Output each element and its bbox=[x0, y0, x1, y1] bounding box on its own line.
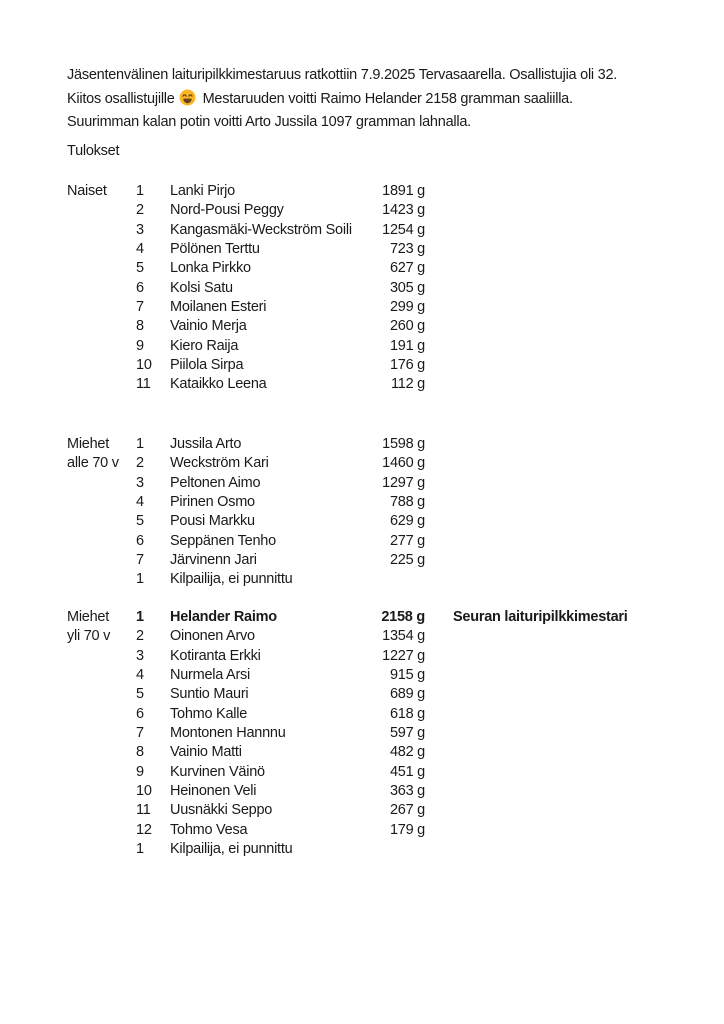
rank-cell: 2 bbox=[136, 628, 144, 645]
rank-cell: 4 bbox=[136, 241, 144, 258]
result-row bbox=[0, 551, 724, 570]
result-row bbox=[0, 356, 724, 375]
weight-cell: 915 g bbox=[389, 667, 425, 684]
intro-line-1: Jäsentenvälinen laituripilkkimestaruus ratkottiin 7.9.2025 Tervasaarella. Osallistujia oli 32. bbox=[67, 67, 618, 83]
weight-cell: 299 g bbox=[389, 299, 425, 316]
weight-cell: 1297 g bbox=[382, 474, 425, 491]
result-row bbox=[0, 705, 724, 724]
weight-cell: 179 g bbox=[389, 821, 425, 838]
name-cell: Moilanen Esteri bbox=[170, 299, 267, 316]
rank-cell: 12 bbox=[136, 821, 152, 838]
name-cell: Jussila Arto bbox=[170, 436, 242, 452]
name-cell: Järvinenn Jari bbox=[170, 552, 257, 569]
rank-cell: 3 bbox=[136, 221, 144, 238]
result-row bbox=[0, 627, 724, 646]
result-row bbox=[0, 298, 724, 317]
weight-cell: 597 g bbox=[389, 725, 425, 742]
weight-cell: 305 g bbox=[389, 279, 425, 296]
weight-cell: 363 g bbox=[389, 783, 425, 800]
rank-cell: 5 bbox=[136, 260, 144, 277]
section-rows bbox=[0, 608, 724, 859]
result-row bbox=[0, 647, 724, 666]
result-row bbox=[0, 608, 724, 627]
name-cell: Pousi Markku bbox=[170, 513, 255, 530]
result-row bbox=[0, 840, 724, 859]
rank-cell: 6 bbox=[136, 532, 144, 549]
rank-cell: 3 bbox=[136, 647, 144, 664]
name-cell: Piilola Sirpa bbox=[170, 357, 244, 374]
rank-cell: 1 bbox=[136, 183, 144, 199]
weight-cell: 2158 g bbox=[381, 609, 425, 625]
rank-cell: 7 bbox=[136, 725, 144, 742]
weight-cell: 260 g bbox=[389, 318, 425, 335]
result-row bbox=[0, 743, 724, 762]
intro-line-2 bbox=[67, 88, 617, 112]
name-cell: Kilpailija, ei punnittu bbox=[170, 571, 293, 588]
weight-cell: 112 g bbox=[391, 376, 425, 393]
name-cell: Kotiranta Erkki bbox=[170, 647, 261, 664]
name-cell: Tohmo Kalle bbox=[170, 705, 248, 722]
section-rows bbox=[0, 182, 724, 395]
result-row bbox=[0, 570, 724, 589]
section-rows bbox=[0, 435, 724, 590]
rank-cell: 2 bbox=[136, 202, 144, 219]
rank-cell: 3 bbox=[136, 474, 144, 491]
result-row bbox=[0, 240, 724, 259]
name-cell: Tohmo Vesa bbox=[170, 821, 248, 838]
result-row bbox=[0, 454, 724, 473]
name-cell: Peltonen Aimo bbox=[170, 474, 261, 491]
section-label-line: alle 70 v bbox=[67, 455, 119, 472]
weight-cell: 788 g bbox=[389, 494, 425, 511]
name-cell: Suntio Mauri bbox=[170, 686, 249, 703]
result-row bbox=[0, 317, 724, 336]
weight-cell: 627 g bbox=[389, 260, 425, 277]
weight-cell: 176 g bbox=[389, 357, 425, 374]
name-cell: Oinonen Arvo bbox=[170, 628, 255, 645]
smiling-face-emoji bbox=[179, 89, 196, 106]
rank-cell: 11 bbox=[136, 802, 151, 819]
result-row bbox=[0, 474, 724, 493]
rank-cell: 10 bbox=[136, 357, 152, 374]
result-row bbox=[0, 782, 724, 801]
name-cell: Nord-Pousi Peggy bbox=[170, 202, 284, 219]
name-cell: Seppänen Tenho bbox=[170, 532, 276, 549]
weight-cell: 723 g bbox=[389, 241, 425, 258]
weight-cell: 1227 g bbox=[382, 647, 425, 664]
result-row bbox=[0, 685, 724, 704]
name-cell: Pölönen Terttu bbox=[170, 241, 260, 258]
name-cell: Vainio Merja bbox=[170, 318, 247, 335]
rank-cell: 4 bbox=[136, 494, 144, 511]
name-cell: Vainio Matti bbox=[170, 744, 242, 761]
result-row bbox=[0, 182, 724, 201]
intro-line-2-text-before: Kiitos osallistujille bbox=[67, 90, 175, 107]
name-cell: Kiero Raija bbox=[170, 337, 239, 354]
section-label-line: yli 70 v bbox=[67, 628, 111, 645]
name-cell: Uusnäkki Seppo bbox=[170, 802, 273, 819]
result-row bbox=[0, 279, 724, 298]
intro-line-2-text-after: Mestaruuden voitti Raimo Helander 2158 gramman saaliilla. bbox=[202, 90, 573, 107]
weight-cell: 1423 g bbox=[382, 202, 425, 219]
weight-cell: 482 g bbox=[389, 744, 425, 761]
rank-cell: 7 bbox=[136, 552, 144, 569]
result-row bbox=[0, 435, 724, 454]
weight-cell: 225 g bbox=[389, 552, 425, 569]
rank-cell: 1 bbox=[136, 571, 144, 588]
name-cell: Lonka Pirkko bbox=[170, 260, 251, 277]
results-heading: Tulokset bbox=[67, 143, 120, 159]
results-section bbox=[0, 182, 724, 395]
result-row bbox=[0, 821, 724, 840]
section-label-line: Naiset bbox=[67, 183, 107, 199]
name-cell: Kataikko Leena bbox=[170, 376, 267, 393]
rank-cell: 5 bbox=[136, 513, 144, 530]
result-row bbox=[0, 337, 724, 356]
results-section bbox=[0, 435, 724, 590]
name-cell: Heinonen Veli bbox=[170, 783, 257, 800]
weight-cell: 1598 g bbox=[382, 436, 425, 452]
name-cell: Helander Raimo bbox=[170, 609, 277, 625]
rank-cell: 11 bbox=[136, 376, 151, 393]
rank-cell: 1 bbox=[136, 436, 144, 452]
result-row bbox=[0, 724, 724, 743]
name-cell: Montonen Hannnu bbox=[170, 725, 286, 742]
result-row bbox=[0, 666, 724, 685]
weight-cell: 1254 g bbox=[382, 221, 425, 238]
weight-cell: 277 g bbox=[389, 532, 425, 549]
rank-cell: 7 bbox=[136, 299, 144, 316]
rank-cell: 10 bbox=[136, 783, 152, 800]
section-label-line: Miehet bbox=[67, 609, 110, 625]
results-section bbox=[0, 608, 724, 859]
rank-cell: 2 bbox=[136, 455, 144, 472]
weight-cell: 191 g bbox=[389, 337, 425, 354]
name-cell: Kolsi Satu bbox=[170, 279, 233, 296]
rank-cell: 9 bbox=[136, 763, 144, 780]
name-cell: Kangasmäki-Weckström Soili bbox=[170, 221, 352, 238]
rank-cell: 8 bbox=[136, 744, 144, 761]
result-row bbox=[0, 201, 724, 220]
name-cell: Kilpailija, ei punnittu bbox=[170, 841, 293, 858]
name-cell: Weckström Kari bbox=[170, 455, 269, 472]
result-row bbox=[0, 375, 724, 394]
section-label-line: Miehet bbox=[67, 436, 110, 452]
rank-cell: 8 bbox=[136, 318, 144, 335]
result-row bbox=[0, 512, 724, 531]
name-cell: Kurvinen Väinö bbox=[170, 763, 265, 780]
weight-cell: 1891 g bbox=[382, 183, 425, 199]
result-row bbox=[0, 259, 724, 278]
rank-cell: 5 bbox=[136, 686, 144, 703]
result-row bbox=[0, 493, 724, 512]
weight-cell: 689 g bbox=[389, 686, 425, 703]
note-cell: Seuran laituripilkkimestari bbox=[453, 609, 628, 625]
weight-cell: 451 g bbox=[389, 763, 425, 780]
rank-cell: 9 bbox=[136, 337, 144, 354]
intro-line-3: Suurimman kalan potin voitti Arto Jussila 1097 gramman lahnalla. bbox=[67, 114, 471, 130]
name-cell: Pirinen Osmo bbox=[170, 494, 255, 511]
rank-cell: 1 bbox=[136, 841, 144, 858]
weight-cell: 1460 g bbox=[382, 455, 425, 472]
rank-cell: 6 bbox=[136, 279, 144, 296]
result-row bbox=[0, 532, 724, 551]
result-row bbox=[0, 763, 724, 782]
weight-cell: 267 g bbox=[389, 802, 425, 819]
result-row bbox=[0, 801, 724, 820]
rank-cell: 1 bbox=[136, 609, 144, 625]
name-cell: Lanki Pirjo bbox=[170, 183, 235, 199]
rank-cell: 4 bbox=[136, 667, 144, 684]
name-cell: Nurmela Arsi bbox=[170, 667, 250, 684]
weight-cell: 629 g bbox=[389, 513, 425, 530]
weight-cell: 1354 g bbox=[382, 628, 425, 645]
weight-cell: 618 g bbox=[389, 705, 425, 722]
result-row bbox=[0, 221, 724, 240]
intro-paragraph bbox=[67, 64, 617, 135]
rank-cell: 6 bbox=[136, 705, 144, 722]
